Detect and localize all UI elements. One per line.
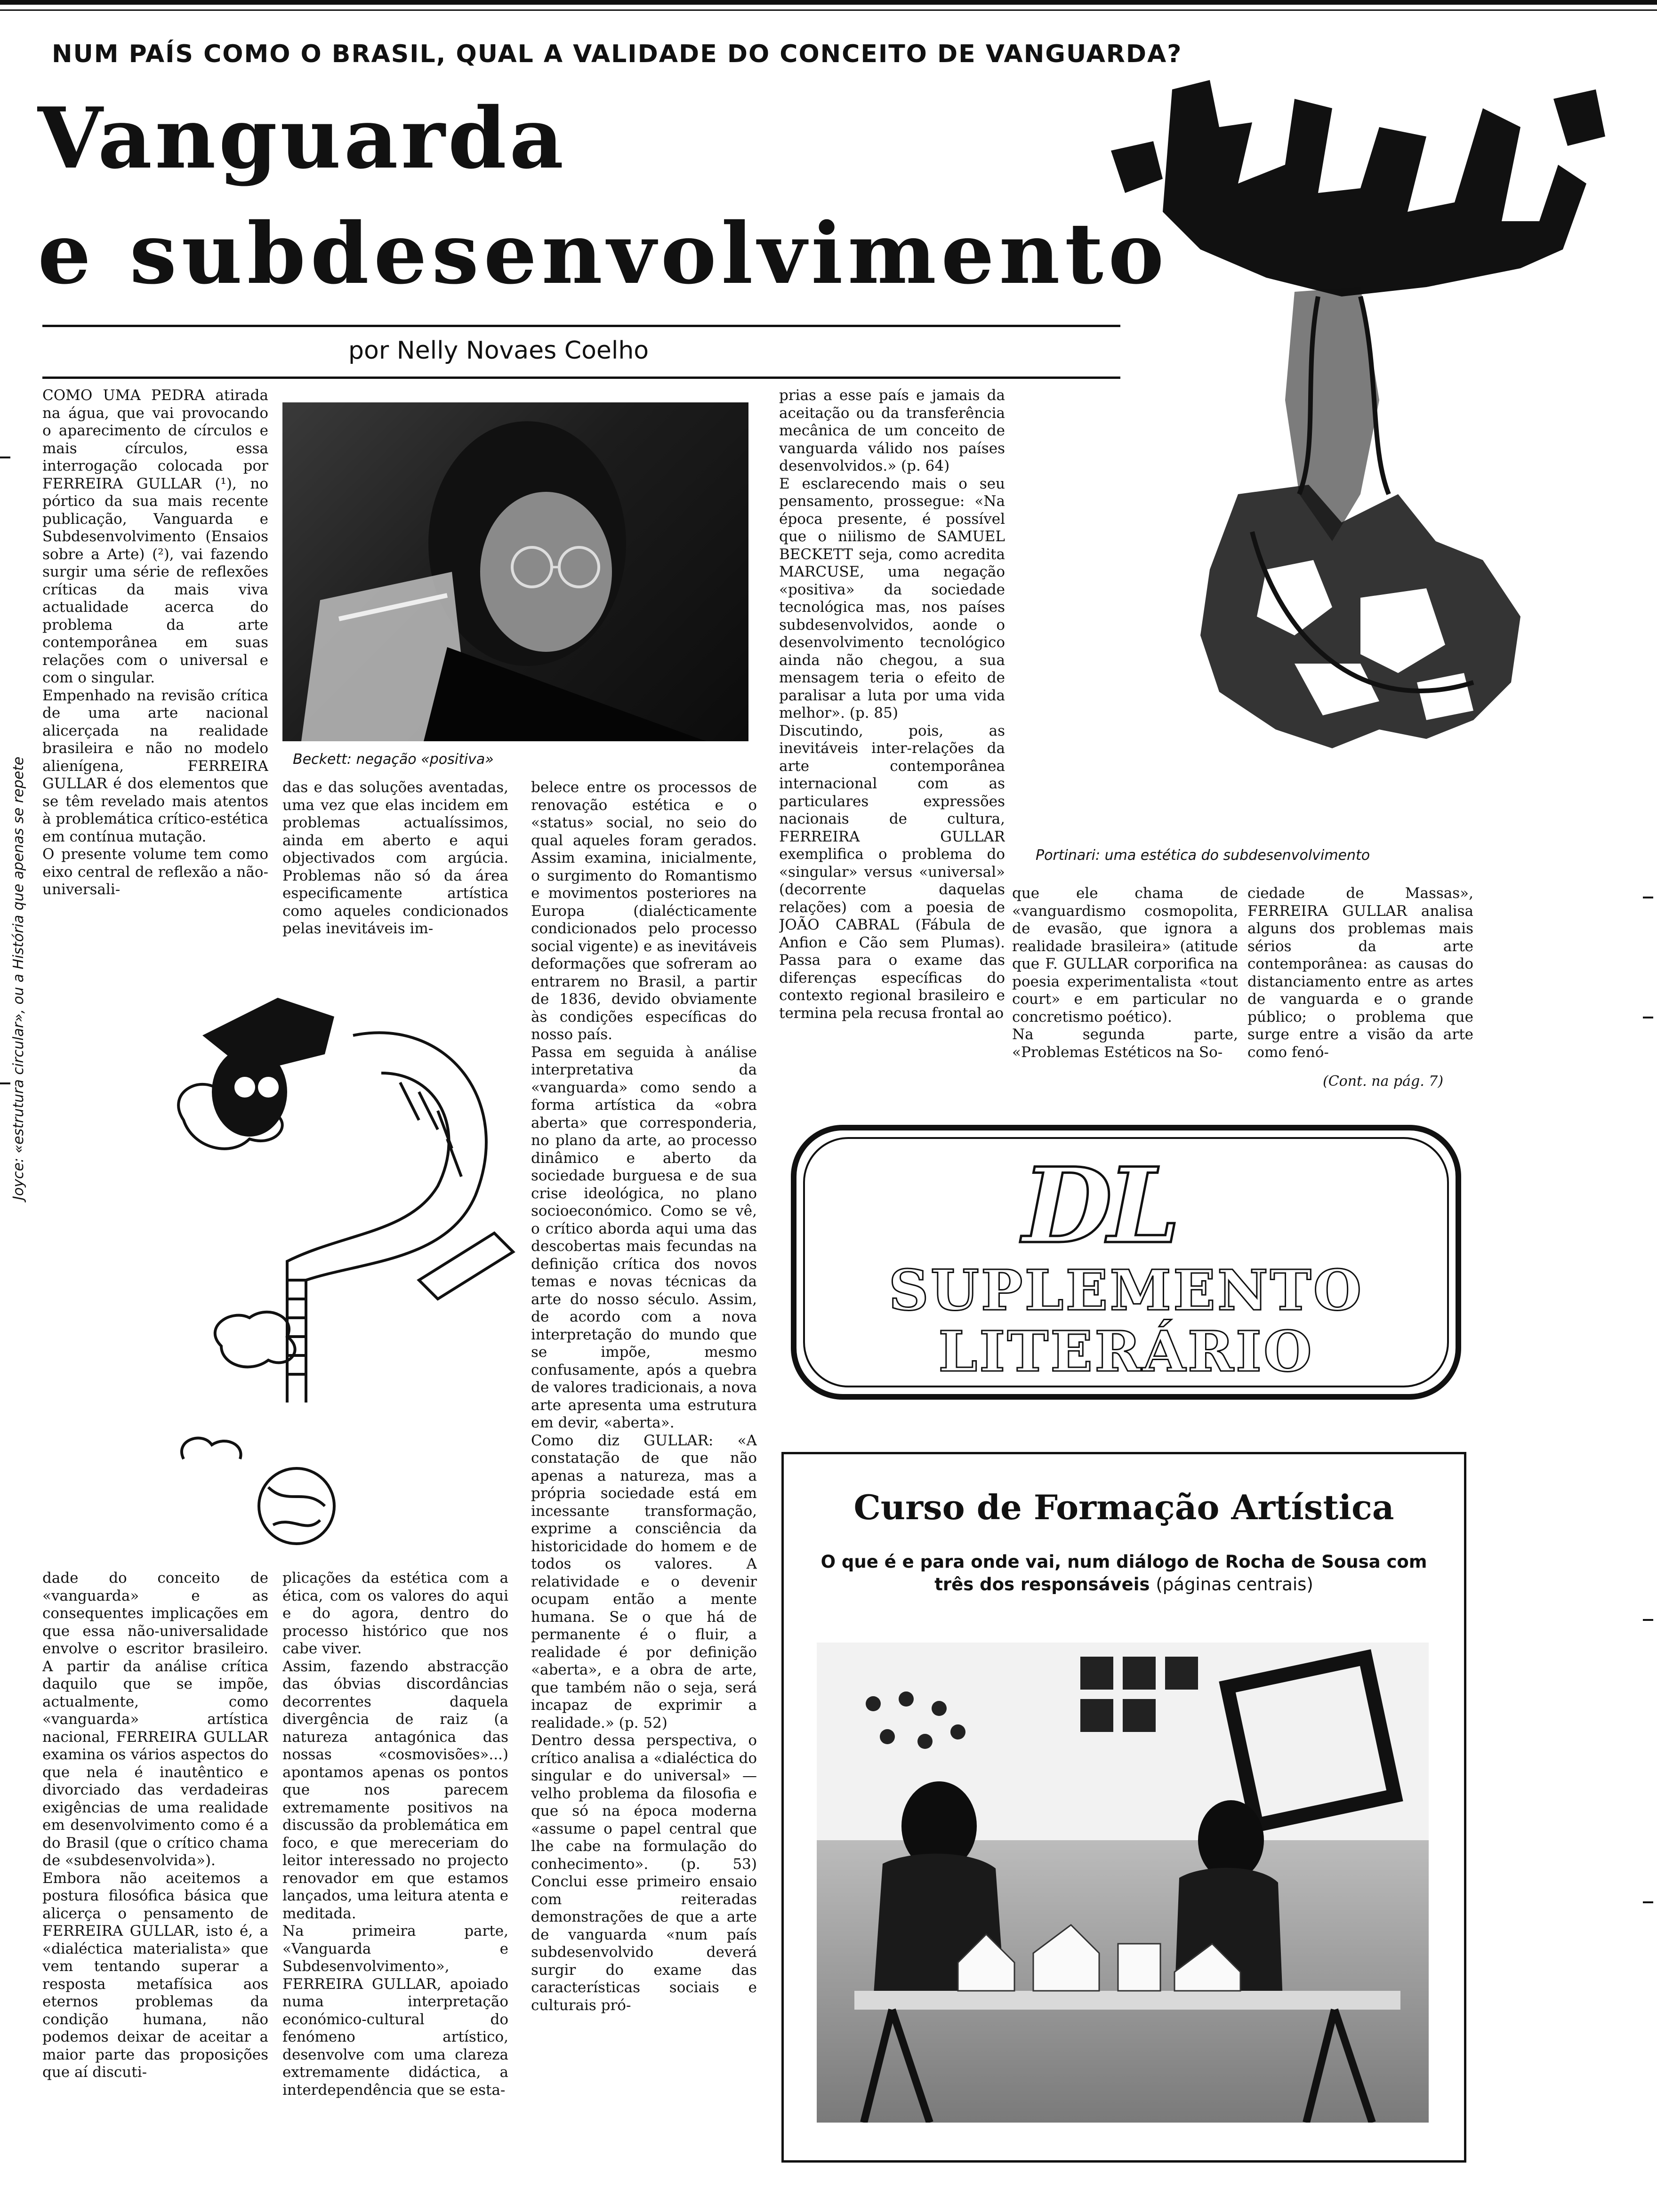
byline: por Nelly Novaes Coelho xyxy=(348,337,649,365)
joyce-caricature xyxy=(155,979,523,1553)
article-col-5: que ele chama de «vanguardismo cosmopolita, de evasão, que ignora a realidade brasileira» (atitude que F. GULLAR corporifica na poesia experimentalista «tout court» e em particular no concretismo poético). Na segunda parte, «Problemas Estéticos na So- xyxy=(1012,885,1238,1061)
margin-tick xyxy=(1643,1017,1653,1018)
beckett-photo xyxy=(282,402,748,741)
article-col-6: ciedade de Massas», FERREIRA GULLAR analisa alguns dos problemas mais sérios da arte contemporânea: as causas do distanciamento entre as artes de vanguarda e o grande público; o problema que surge entre a visão da arte como fenó- xyxy=(1247,885,1473,1061)
article-col-1-bottom: dade do conceito de «vanguarda» e as consequentes implicações em que essa não-universalidade envolve o escritor brasileiro. A partir da análise crítica daquilo que se impõe, actualmente, como «vanguarda» artística nacional, FERREIRA GULLAR examina os vários aspectos do que nela é inautêntico e divorciado das verdadeiras exigências de uma realidade em desenvolvimento como é a do Brasil (que o crítico chama de «subdesenvolvida»). Embora não aceitemos a postura filosófica básica que alicerça o pensamento de FERREIRA GULLAR, isto é, a «dialéctica materialista» que vem tentando superar a resposta metafísica aos eternos problemas da condição humana, não podemos deixar de aceitar a maior parte das proposições que aí discuti- xyxy=(42,1570,268,2081)
workshop-photo xyxy=(817,1643,1429,2123)
portinari-drawing xyxy=(1097,71,1624,842)
margin-tick xyxy=(0,457,10,458)
title-line-1: Vanguarda xyxy=(38,89,567,187)
article-col-3: belece entre os processos de renovação estética e o «status» social, no seio do qual aqueles foram gerados. Assim examina, inicialmente, o surgimento do Romantismo e movimentos posteriores na Europa (dialécticamente condicionados pelo processo social vigente) e as inevitáveis deformações que sofreram ao entrarem no Brasil, a partir de 1836, devido obviamente às condições específicas do nosso país. Passa em seguida à análise interpretativa da «vanguarda» como sendo a forma artística da «obra aberta» que corresponderia, no plano da arte, ao processo dinâmico e aberto da sociedade burguesa e de sua crise ideológica, no plano socioeconómico. Como se vê, o crítico aborda aqui uma das descobertas mais fecundas na definição crítica dos novos temas e novas técnicas da arte do nosso século. Assim, de acordo com a nova interpretação do mundo que se impõe, mesmo confusamente, após a quebra de valores tradicionais, a nova arte apresenta uma estrutura em devir, «aberta». Como diz GULLAR: «A constatação de que não apenas a natureza, mas a própria sociedade está em incessante transformação, exprime a consciência da historicidade do homem e de todos os valores. A relatividade e o devenir ocupam então a mente humana. Se o que há de permanente é o fluir, a realidade é por definição «aberta», e a obra de arte, que também não o seja, será incapaz de exprimir a realidade.» (p. 52) Dentro dessa perspectiva, o crítico analisa a «dialéctica do singular e do universal» — velho problema da filosofia e que só na época moderna «assume o papel central que lhe cabe na formulação do conhecimento». (p. 53) Conclui esse primeiro ensaio com reiteradas demonstrações de que a arte de vanguarda «num país subdesenvolvido deverá surgir do exame das características sociais e culturais pró- xyxy=(531,779,757,2014)
promo-box xyxy=(781,1452,1466,2163)
top-border-thin xyxy=(0,9,1657,11)
top-border xyxy=(0,0,1657,5)
dl-monogram: DL xyxy=(1022,1145,1176,1266)
title-line-2: e subdesenvolvimento xyxy=(38,204,1169,303)
joyce-caption: Joyce: «estrutura circular», ou a História que apenas se repete xyxy=(10,756,27,1200)
portinari-caption: Portinari: uma estética do subdesenvolvimento xyxy=(1036,847,1370,864)
margin-tick xyxy=(1643,1619,1653,1621)
promo-title: Curso de Formação Artística xyxy=(853,1487,1394,1527)
beckett-caption: Beckett: negação «positiva» xyxy=(293,751,494,768)
article-col-4: prias a esse país e jamais da aceitação ou da transferência mecânica de um conceito de vanguarda válido nos países desenvolvidos.» (p. 64) E esclarecendo mais o seu pensamento, prossegue: «Na época presente, é possível que o niilismo de SAMUEL BECKETT seja, como acredita MARCUSE, uma negação «positiva» da sociedade tecnológica mas, nos países subdesenvolvidos, aonde o desenvolvimento tecnológico ainda não chegou, a sua mensagem teria o efeito de paralisar a luta por uma vida melhor». (p. 85) Discutindo, pois, as inevitáveis inter-relações da arte contemporânea internacional com as particulares expressões nacionais de cultura, FERREIRA GULLAR exemplifica o problema do «singular» versus «universal» (decorrente daquelas relações) com a poesia de JOÃO CABRAL (Fábula de Anfion e Cão sem Plumas). Passa para o exame das diferenças específicas do contexto regional brasileiro e termina pela recusa frontal ao xyxy=(779,387,1005,1022)
byline-rule xyxy=(42,377,1120,379)
article-col-2-top: das e das soluções aventadas, uma vez que elas incidem em problemas actualíssimos, ainda em aberto e aqui objectivados com argúcia. Problemas não só da área especificamente artística como aqueles condicionados pelas inevitáveis im- xyxy=(282,779,508,937)
article-col-1-top: COMO UMA PEDRA atirada na água, que vai provocando o aparecimento de círculos e mais círculos, essa interrogação colocada por FERREIRA GULLAR (¹), no pórtico da sua mais recente publicação, Vanguarda e Subdesenvolvimento (Ensaios sobre a Arte) (²), vai fazendo surgir uma série de reflexões críticas da mais viva actualidade acerca do problema da arte contemporânea em suas relações com o universal e com o singular. Empenhado na revisão crítica de uma arte nacional alicerçada na realidade brasileira e não no modelo alienígena, FERREIRA GULLAR é dos elementos que se têm revelado mais atentos à problemática crítico-estética em contínua mutação. O presente volume tem como eixo central de reflexão a não-universali- xyxy=(42,387,268,898)
continued-note: (Cont. na pág. 7) xyxy=(1323,1073,1444,1090)
title-rule xyxy=(42,325,1120,327)
promo-subtitle-pages: (páginas centrais) xyxy=(1156,1574,1313,1595)
promo-subtitle xyxy=(803,1551,1445,1596)
margin-tick xyxy=(1643,1901,1653,1903)
promo-subtitle-bold: O que é e para onde vai, num diálogo de Rocha de Sousa com três dos responsáveis xyxy=(820,1552,1427,1595)
logo-line-suplemento: SUPLEMENTO xyxy=(888,1258,1364,1323)
kicker-headline: NUM PAÍS COMO O BRASIL, QUAL A VALIDADE DO CONCEITO DE VANGUARDA? xyxy=(52,40,1182,68)
logo-line-literario: LITERÁRIO xyxy=(938,1319,1314,1384)
suplemento-literario-logo xyxy=(791,1125,1461,1400)
article-col-2-bottom: plicações da estética com a ética, com os valores do aqui e do agora, dentro do processo histórico que nos cabe viver. Assim, fazendo abstracção das óbvias discordâncias decorrentes daquela divergência de raiz (a natureza antagónica das nossas «cosmovisões»...) apontamos apenas os pontos que nos parecem extremamente positivos na discussão da problemática em foco, e que mereceriam do leitor interessado no projecto renovador em que estamos lançados, uma leitura atenta e meditada. Na primeira parte, «Vanguarda e Subdesenvolvimento», FERREIRA GULLAR, apoiado numa interpretação económico-cultural do fenómeno artístico, desenvolve com uma clareza extremamente didáctica, a interdependência que se esta- xyxy=(282,1570,508,2099)
margin-tick xyxy=(0,1082,10,1084)
margin-tick xyxy=(1643,897,1653,898)
